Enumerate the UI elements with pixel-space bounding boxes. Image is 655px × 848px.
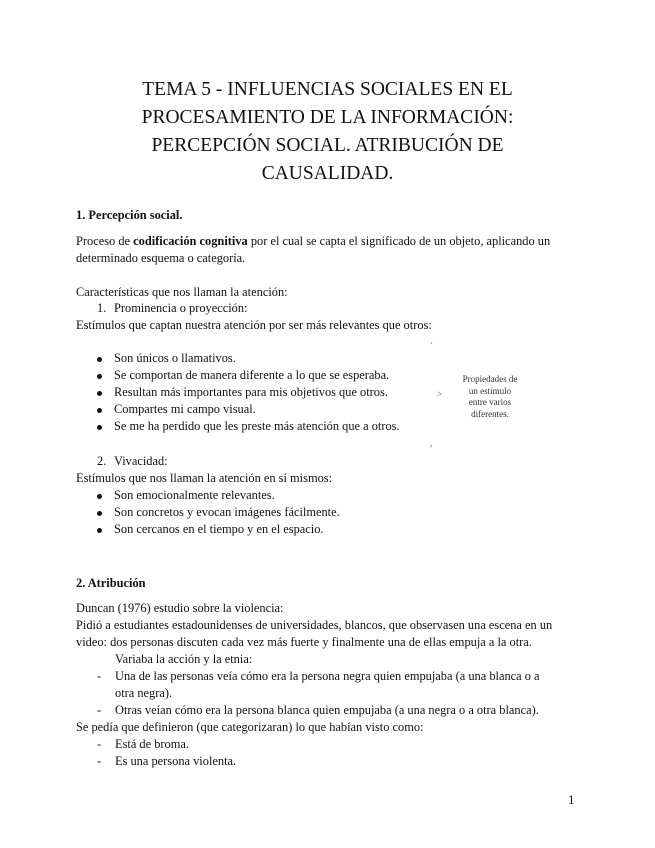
section-2-line-1: Duncan (1976) estudio sobre la violencia: <box>76 601 284 615</box>
brace-bottom-mark: , <box>430 438 433 448</box>
item-1-description: Estímulos que captan nuestra atención por ser más relevantes que otros: <box>76 318 432 332</box>
section-1-heading: 1. Percepción social. <box>76 208 183 222</box>
bullet-dot <box>97 408 102 413</box>
bullet-item: Compartes mi campo visual. <box>114 402 256 416</box>
side-note-line-3: entre varios <box>468 397 512 407</box>
item-1-number: 1. <box>97 301 107 315</box>
dash-item-continuation: otra negra). <box>115 686 173 700</box>
section-2-heading: 2. Atribución <box>76 576 146 590</box>
title-line-4: CAUSALIDAD. <box>261 163 394 184</box>
side-note-line-2: un estímulo <box>468 385 512 396</box>
definition-prefix: Proceso de <box>76 234 134 248</box>
dash-marker: - <box>97 754 102 768</box>
definition-bold-term: codificación cognitiva <box>133 234 248 248</box>
bullet-dot <box>97 374 102 379</box>
brace-top-mark: ` <box>430 341 433 351</box>
brace-middle-mark: > <box>437 389 443 399</box>
item-1-label: Prominencia o proyección: <box>114 301 248 315</box>
side-note <box>454 374 526 420</box>
title-line-3: PERCEPCIÓN SOCIAL. ATRIBUCIÓN DE <box>151 135 504 156</box>
dash-marker: - <box>97 703 102 717</box>
bullet-item: Son concretos y evocan imágenes fácilmente. <box>114 505 340 519</box>
side-note-line-4: diferentes. <box>471 408 509 419</box>
definition-line-1 <box>76 233 550 250</box>
document-title <box>60 76 595 188</box>
bullet-item: Son únicos o llamativos. <box>114 351 236 365</box>
bullet-dot <box>97 494 102 499</box>
bullet-dot <box>97 391 102 396</box>
bullet-dot <box>97 511 102 516</box>
bullet-item: Son cercanos en el tiempo y en el espacio. <box>114 522 324 536</box>
characteristics-intro: Características que nos llaman la atención: <box>76 285 288 299</box>
bullet-item: Son emocionalmente relevantes. <box>114 488 275 502</box>
dash-marker: - <box>97 669 102 683</box>
bullet-item: Resultan más importantes para mis objetivos que otros. <box>114 385 388 399</box>
page-number: 1 <box>568 792 575 807</box>
dash-item: Está de broma. <box>115 737 189 751</box>
dash-marker: - <box>97 737 102 751</box>
title-line-1: TEMA 5 - INFLUENCIAS SOCIALES EN EL <box>142 79 513 100</box>
bullet-dot <box>97 357 102 362</box>
section-2-line-5: Se pedía que definieron (que categorizaran) lo que habían visto como: <box>76 720 424 734</box>
title-line-2: PROCESAMIENTO DE LA INFORMACIÓN: <box>141 107 514 128</box>
item-2-number: 2. <box>97 454 107 468</box>
bullet-dot <box>97 528 102 533</box>
bullet-item: Se me ha perdido que les preste más atención que a otros. <box>114 419 400 433</box>
definition-line-2: determinado esquema o categoría. <box>76 251 246 265</box>
item-2-label: Vivacidad: <box>114 454 168 468</box>
definition-rest: por el cual se capta el significado de un objeto, aplicando un <box>247 234 551 248</box>
bullet-dot <box>97 425 102 430</box>
item-2-description: Estímulos que nos llaman la atención en sí mismos: <box>76 471 333 485</box>
side-note-line-1: Propiedades de <box>462 374 518 384</box>
section-2-line-4: Variaba la acción y la etnia: <box>115 652 253 666</box>
dash-item: Otras veían cómo era la persona blanca quien empujaba (a una negra o a otra blanca). <box>115 703 539 717</box>
dash-item: Una de las personas veía cómo era la persona negra quien empujaba (a una blanca o a <box>115 669 540 683</box>
section-2-line-3: video: dos personas discuten cada vez más fuerte y finalmente una de ellas empuja a la otra. <box>76 635 532 649</box>
dash-item: Es una persona violenta. <box>115 754 237 768</box>
bullet-item: Se comportan de manera diferente a lo que se esperaba. <box>114 368 390 382</box>
section-2-line-2: Pidió a estudiantes estadounidenses de universidades, blancos, que observasen una escena en un <box>76 618 553 632</box>
